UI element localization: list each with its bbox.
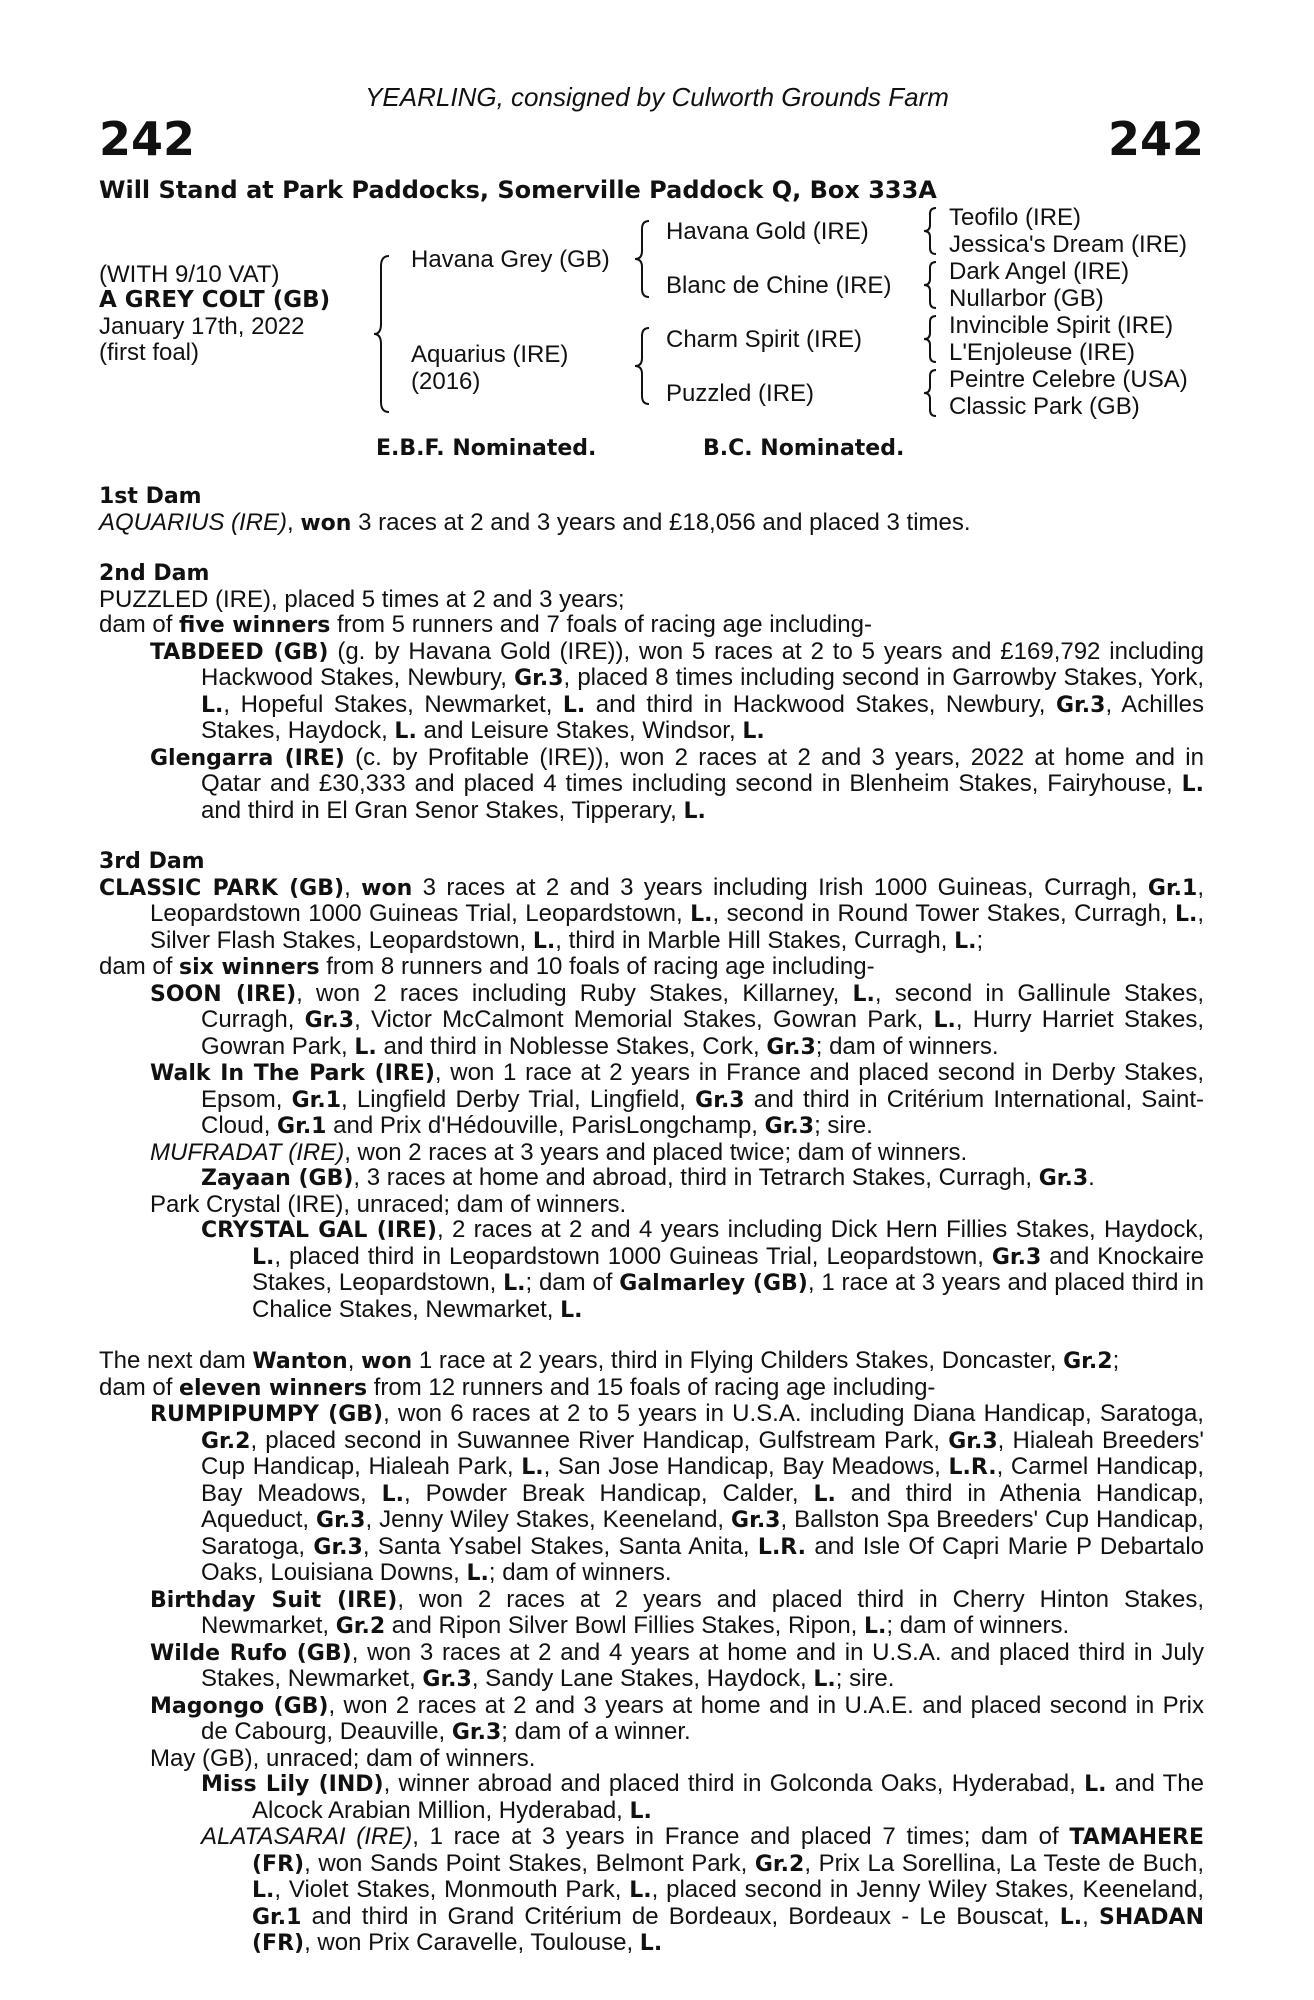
- won-label: won: [361, 1349, 413, 1374]
- race-text: , second in Gallinule Stakes, Curragh,: [201, 979, 1204, 1033]
- produce-alatasarai: [99, 1824, 1204, 1957]
- race-text: ,: [1082, 1902, 1100, 1930]
- race-text: , Prix La Sorellina, La Teste de Buch,: [804, 1849, 1204, 1877]
- race-text: , 2 races at 2 and 4 years including Dick Hern Fillies Stakes, Haydock,: [436, 1216, 1205, 1243]
- race-text: .: [1088, 1164, 1095, 1191]
- pedigree-brace-sire: [633, 219, 653, 299]
- next-dam-winners: eleven winners: [179, 1375, 368, 1401]
- produce-birthday-suit: [99, 1587, 1204, 1640]
- grade: L.: [394, 719, 417, 744]
- race-text: and third in El Gran Senor Stakes, Tipperary,: [201, 796, 684, 824]
- race-text: and third in Noblesse Stakes, Cork,: [376, 1032, 767, 1060]
- race-text: , second in Round Tower Stakes, Curragh,: [712, 900, 1175, 927]
- grade: Gr.2: [754, 1851, 805, 1877]
- race-text: ; sire.: [814, 1112, 873, 1139]
- grade: L.: [252, 1878, 275, 1903]
- race-text: , third in Marble Hill Stakes, Curragh,: [555, 926, 955, 954]
- grade: L.: [1181, 772, 1204, 797]
- race-text: , Violet Stakes, Monmouth Park,: [274, 1876, 630, 1903]
- grade: Gr.3: [764, 1114, 815, 1139]
- foal-note: (first foal): [99, 339, 200, 366]
- dam2-heading: 2nd Dam: [99, 561, 210, 586]
- race-text: , 1 race at 3 years and placed third in Chalice Stakes, Newmarket,: [252, 1269, 1204, 1323]
- dam2-text: dam of: [99, 611, 180, 638]
- race-text: , won 2 races including Ruby Stakes, Killarney,: [296, 979, 853, 1007]
- next-dam-record: [99, 1348, 1204, 1375]
- grade: L.: [252, 1244, 275, 1270]
- dam1-text: 3 races at 2 and 3 years and £18,056 and placed 3 times.: [351, 508, 971, 536]
- race-text: and Prix d'Hédouville, ParisLongchamp,: [326, 1112, 765, 1139]
- horse-name-birthday-suit: Birthday Suit (IRE): [150, 1587, 398, 1613]
- race-text: , Sandy Lane Stakes, Haydock,: [471, 1665, 814, 1692]
- race-text: , 3 races at home and abroad, third in Tetrarch Stakes, Curragh,: [353, 1164, 1039, 1191]
- horse-name-mufradat: MUFRADAT (IRE): [150, 1138, 345, 1166]
- dam1-name: AQUARIUS (IRE): [99, 508, 288, 536]
- horse-name-wilde-rufo: Wilde Rufo (GB): [150, 1640, 352, 1666]
- race-text: ; sire.: [835, 1665, 895, 1692]
- horse-description: A GREY COLT (GB): [99, 287, 331, 313]
- grade: Gr.1: [277, 1114, 327, 1139]
- produce-park-crystal: Park Crystal (IRE), unraced; dam of winners.: [150, 1190, 627, 1218]
- race-text: ; dam of winners.: [815, 1032, 999, 1060]
- horse-name-glengarra: Glengarra (IRE): [150, 745, 345, 771]
- grade: L.: [852, 981, 875, 1007]
- catalogue-header: YEARLING, consigned by Culworth Grounds Farm: [365, 82, 949, 112]
- race-text: , won 1 race at 2 years in France and placed second in Derby Stakes, Epsom,: [201, 1059, 1205, 1113]
- race-text: dam of: [99, 1373, 180, 1401]
- grade: L.: [503, 1271, 526, 1296]
- grade: Gr.1: [291, 1087, 341, 1113]
- sire-name: Havana Grey (GB): [411, 246, 610, 273]
- race-text: , placed third in Leopardstown 1000 Guineas Trial, Leopardstown,: [274, 1242, 992, 1270]
- grade: L.: [813, 1481, 836, 1507]
- ancestor-5: Invincible Spirit (IRE): [949, 312, 1174, 339]
- produce-crystal-gal: [99, 1217, 1204, 1323]
- race-text: and Knockaire Stakes, Leopardstown,: [252, 1242, 1204, 1296]
- race-text: and The Alcock Arabian Million, Hyderabad,: [252, 1770, 1204, 1824]
- produce-mufradat: [99, 1140, 1204, 1166]
- race-text: , San Jose Handicap, Bay Meadows,: [543, 1453, 949, 1480]
- race-text: and Isle Of Capri Marie P Debartalo Oaks, Louisiana Downs,: [201, 1532, 1204, 1586]
- grade: L.: [690, 902, 713, 927]
- horse-name-tabdeed: TABDEED (GB): [150, 639, 329, 665]
- race-text: , Ballston Spa Breeders' Cup Handicap, Saratoga,: [201, 1506, 1205, 1560]
- horse-name-rumpipumpy: RUMPIPUMPY (GB): [150, 1402, 384, 1427]
- bc-nominated: B.C. Nominated.: [703, 436, 905, 461]
- grade: L.: [466, 1561, 489, 1586]
- race-text: , won Sands Point Stakes, Belmont Park,: [304, 1849, 755, 1877]
- produce-soon: [99, 981, 1204, 1061]
- race-text: , placed second in Jenny Wiley Stakes, Keeneland,: [651, 1876, 1204, 1903]
- race-text: ; dam of: [525, 1269, 620, 1296]
- race-text: , won 6 races at 2 to 5 years in U.S.A. including Diana Handicap, Saratoga,: [383, 1400, 1204, 1427]
- produce-miss-lily: [99, 1771, 1204, 1824]
- grade: L.: [1059, 1904, 1083, 1930]
- dam3-produce-summary: [99, 954, 1204, 981]
- pedigree-brace-g2: [922, 260, 940, 310]
- grade: Gr.3: [1038, 1166, 1089, 1191]
- horse-name-crystal-gal: CRYSTAL GAL (IRE): [201, 1218, 437, 1243]
- grade: Gr.3: [766, 1034, 816, 1060]
- produce-rumpipumpy: [99, 1401, 1204, 1587]
- grade: L.: [629, 1878, 652, 1903]
- grade: L.: [201, 692, 224, 718]
- race-text: ; dam of a winner.: [501, 1718, 691, 1745]
- produce-may: May (GB), unraced; dam of winners.: [150, 1744, 536, 1772]
- race-text: , Jenny Wiley Stakes, Keeneland,: [365, 1506, 732, 1533]
- grade: Gr.2: [201, 1428, 251, 1454]
- race-text: , Leopardstown 1000 Guineas Trial, Leopardstown,: [150, 873, 1204, 927]
- horse-name-zayaan: Zayaan (GB): [201, 1166, 354, 1191]
- produce-zayaan: [99, 1165, 1204, 1192]
- grade: L.: [562, 692, 586, 718]
- race-text: , placed second in Suwannee River Handicap, Gulfstream Park,: [250, 1426, 949, 1454]
- dam3-winners: six winners: [179, 955, 320, 980]
- race-text: , Achilles Stakes, Haydock,: [201, 690, 1204, 744]
- pedigree-brace-g1: [922, 206, 940, 256]
- race-text: , Hialeah Breeders' Cup Handicap, Hialeah Park,: [201, 1426, 1204, 1480]
- grade: Gr.3: [731, 1508, 781, 1533]
- grade: Gr.3: [316, 1508, 366, 1533]
- produce-magongo: [99, 1693, 1204, 1746]
- grade: Gr.3: [313, 1534, 363, 1560]
- grade: L.: [521, 1455, 544, 1480]
- horse-name-shadan: SHADAN (FR): [252, 1904, 1204, 1956]
- ancestor-6: L'Enjoleuse (IRE): [949, 339, 1135, 366]
- grade: L.: [933, 1008, 956, 1033]
- grade: L.: [560, 1297, 583, 1323]
- grade: L.: [742, 719, 765, 744]
- race-text: , 1 race at 3 years in France and placed 7 times; dam of: [412, 1823, 1070, 1850]
- dam1-heading: 1st Dam: [99, 484, 202, 509]
- grade: L.: [381, 1481, 404, 1507]
- stand-location: Will Stand at Park Paddocks, Somerville Paddock Q, Box 333A: [99, 176, 937, 204]
- grade: L.R.: [757, 1534, 807, 1560]
- grade: Gr.3: [948, 1428, 998, 1454]
- grade: L.: [532, 928, 556, 954]
- race-text: ,: [344, 873, 362, 901]
- dam3-record: [99, 875, 1204, 955]
- ancestor-7: Peintre Celebre (USA): [949, 366, 1188, 393]
- race-text: , Victor McCalmont Memorial Stakes, Gowran Park,: [354, 1006, 934, 1033]
- grade: Gr.3: [695, 1087, 745, 1113]
- lot-number-left: 242: [99, 112, 196, 166]
- race-text: , won 3 races at 2 and 4 years at home and in U.S.A. and placed third in July Stakes, Newmarket,: [201, 1638, 1205, 1692]
- grade: L.: [629, 1798, 652, 1824]
- pedigree-brace-main: [371, 254, 393, 414]
- produce-glengarra: [99, 745, 1204, 825]
- horse-name-soon: SOON (IRE): [150, 981, 297, 1007]
- ancestor-2: Jessica's Dream (IRE): [949, 231, 1187, 258]
- dam2-text: from 5 runners and 7 foals of racing age including-: [330, 611, 872, 638]
- race-text: ; dam of winners.: [488, 1559, 672, 1586]
- next-dam-produce-summary: [99, 1375, 1204, 1402]
- grade: Gr.3: [1056, 692, 1106, 718]
- race-text: ;: [1112, 1347, 1120, 1374]
- grade: Gr.1: [1147, 875, 1198, 901]
- dam1-won: won: [300, 510, 352, 536]
- grade: L.R.: [948, 1455, 997, 1480]
- grade: L.: [1174, 902, 1198, 927]
- horse-name-walk-in-the-park: Walk In The Park (IRE): [150, 1061, 435, 1086]
- grade: Gr.3: [991, 1244, 1042, 1270]
- dam-sire: Charm Spirit (IRE): [666, 326, 863, 353]
- horse-name-wanton: Wanton: [252, 1349, 348, 1374]
- race-text: , won 2 races at 3 years and placed twice; dam of winners.: [344, 1138, 968, 1166]
- race-text: , Hopeful Stakes, Newmarket,: [223, 690, 563, 718]
- grade: Gr.1: [252, 1904, 302, 1930]
- race-text: 1 race at 2 years, third in Flying Childers Stakes, Doncaster,: [412, 1347, 1064, 1374]
- race-text: , Silver Flash Stakes, Leopardstown,: [150, 900, 1205, 954]
- horse-name-magongo: Magongo (GB): [150, 1693, 329, 1719]
- sire-sire: Havana Gold (IRE): [666, 218, 869, 245]
- won-label: won: [361, 875, 413, 901]
- pedigree-brace-g3: [922, 314, 940, 364]
- horse-name-tamahere: TAMAHERE (FR): [252, 1825, 1204, 1877]
- sire-dam: Blanc de Chine (IRE): [666, 272, 892, 299]
- dam2-produce-summary: [99, 612, 1204, 639]
- dam3-heading: 3rd Dam: [99, 849, 205, 874]
- race-text: , Carmel Handicap, Bay Meadows,: [201, 1453, 1205, 1507]
- grade: Gr.2: [335, 1614, 386, 1639]
- grade: L.: [683, 798, 706, 824]
- ancestor-3: Dark Angel (IRE): [949, 258, 1130, 285]
- ebf-nominated: E.B.F. Nominated.: [376, 436, 597, 461]
- race-text: and third in Grand Critérium de Bordeaux, Bordeaux - Le Bouscat,: [301, 1902, 1060, 1930]
- lot-number-right: 242: [1107, 112, 1204, 166]
- foaling-date: January 17th, 2022: [99, 313, 305, 340]
- pedigree-brace-g4: [922, 368, 940, 418]
- dam-dam: Puzzled (IRE): [666, 380, 815, 407]
- ancestor-4: Nullarbor (GB): [949, 285, 1104, 312]
- dam-name: Aquarius (IRE): [411, 341, 569, 368]
- grade: Gr.3: [304, 1008, 355, 1033]
- grade: L.: [639, 1931, 663, 1956]
- dam2-record: PUZZLED (IRE), placed 5 times at 2 and 3 years;: [99, 585, 625, 613]
- race-text: 3 races at 2 and 3 years including Irish 1000 Guineas, Curragh,: [412, 873, 1148, 901]
- race-text: , Lingfield Derby Trial, Lingfield,: [341, 1085, 696, 1113]
- race-text: , Hurry Harriet Stakes, Gowran Park,: [201, 1006, 1205, 1060]
- horse-name-classic-park: CLASSIC PARK (GB): [99, 875, 345, 901]
- race-text: (g. by Havana Gold (IRE)), won 5 races at 2 to 5 years and £169,792 including Hackwood Stakes, Newbury,: [201, 637, 1204, 691]
- race-text: and Leisure Stakes, Windsor,: [416, 717, 743, 744]
- produce-tabdeed: [99, 639, 1204, 745]
- race-text: , Powder Break Handicap, Calder,: [403, 1479, 814, 1507]
- ancestor-8: Classic Park (GB): [949, 393, 1140, 420]
- race-text: , placed 8 times including second in Garrowby Stakes, York,: [563, 664, 1205, 691]
- dam3-text: from 8 runners and 10 foals of racing age including-: [319, 953, 875, 980]
- dam1-record: [99, 510, 1204, 537]
- grade: Gr.3: [422, 1667, 472, 1692]
- produce-wilde-rufo: [99, 1640, 1204, 1693]
- pedigree-body: [99, 484, 1204, 1957]
- race-text: ; dam of winners.: [886, 1612, 1070, 1639]
- pedigree-brace-dam: [633, 326, 653, 406]
- dam2-winners: five winners: [179, 613, 331, 638]
- race-text: (c. by Profitable (IRE)), won 2 races at 2 and 3 years, 2022 at home and in Qatar and £30,333 and placed 4 times including second in Blenheim Stakes, Fairyhouse,: [201, 743, 1204, 797]
- race-text: and third in Critérium International, Saint-Cloud,: [201, 1085, 1205, 1139]
- race-text: ;: [976, 926, 984, 954]
- race-text: from 12 runners and 15 foals of racing age including-: [367, 1373, 936, 1401]
- race-text: and third in Athenia Handicap, Aqueduct,: [201, 1479, 1205, 1533]
- horse-name-galmarley: Galmarley (GB): [619, 1271, 808, 1296]
- vat-note: (WITH 9/10 VAT): [99, 261, 280, 288]
- grade: L.: [813, 1667, 836, 1692]
- race-text: ,: [347, 1347, 362, 1374]
- race-text: , won 2 races at 2 and 3 years at home and in U.A.E. and placed second in Prix de Cabourg, Deauville,: [201, 1691, 1204, 1745]
- grade: L.: [954, 928, 977, 954]
- race-text: and Ripon Silver Bowl Fillies Stakes, Ripon,: [385, 1612, 865, 1639]
- dam1-text: ,: [287, 508, 301, 536]
- race-text: , winner abroad and placed third in Golconda Oaks, Hyderabad,: [383, 1770, 1085, 1797]
- horse-name-alatasarai: ALATASARAI (IRE): [201, 1823, 413, 1850]
- race-text: and third in Hackwood Stakes, Newbury,: [585, 690, 1056, 718]
- race-text: , Santa Ysabel Stakes, Santa Anita,: [362, 1532, 758, 1560]
- grade: Gr.3: [514, 666, 564, 691]
- dam-year: (2016): [411, 368, 481, 395]
- dam3-text: dam of: [99, 953, 180, 980]
- race-text: , won 2 races at 2 years and placed third in Cherry Hinton Stakes, Newmarket,: [201, 1585, 1204, 1639]
- grade: L.: [1084, 1772, 1107, 1797]
- grade: L.: [864, 1614, 887, 1639]
- grade: L.: [354, 1034, 377, 1060]
- horse-name-miss-lily: Miss Lily (IND): [201, 1772, 384, 1797]
- grade: Gr.2: [1063, 1349, 1113, 1374]
- race-text: The next dam: [99, 1347, 253, 1374]
- ancestor-1: Teofilo (IRE): [949, 204, 1082, 231]
- produce-walk-in-the-park: [99, 1060, 1204, 1140]
- race-text: , won Prix Caravelle, Toulouse,: [304, 1929, 640, 1956]
- grade: Gr.3: [451, 1720, 502, 1745]
